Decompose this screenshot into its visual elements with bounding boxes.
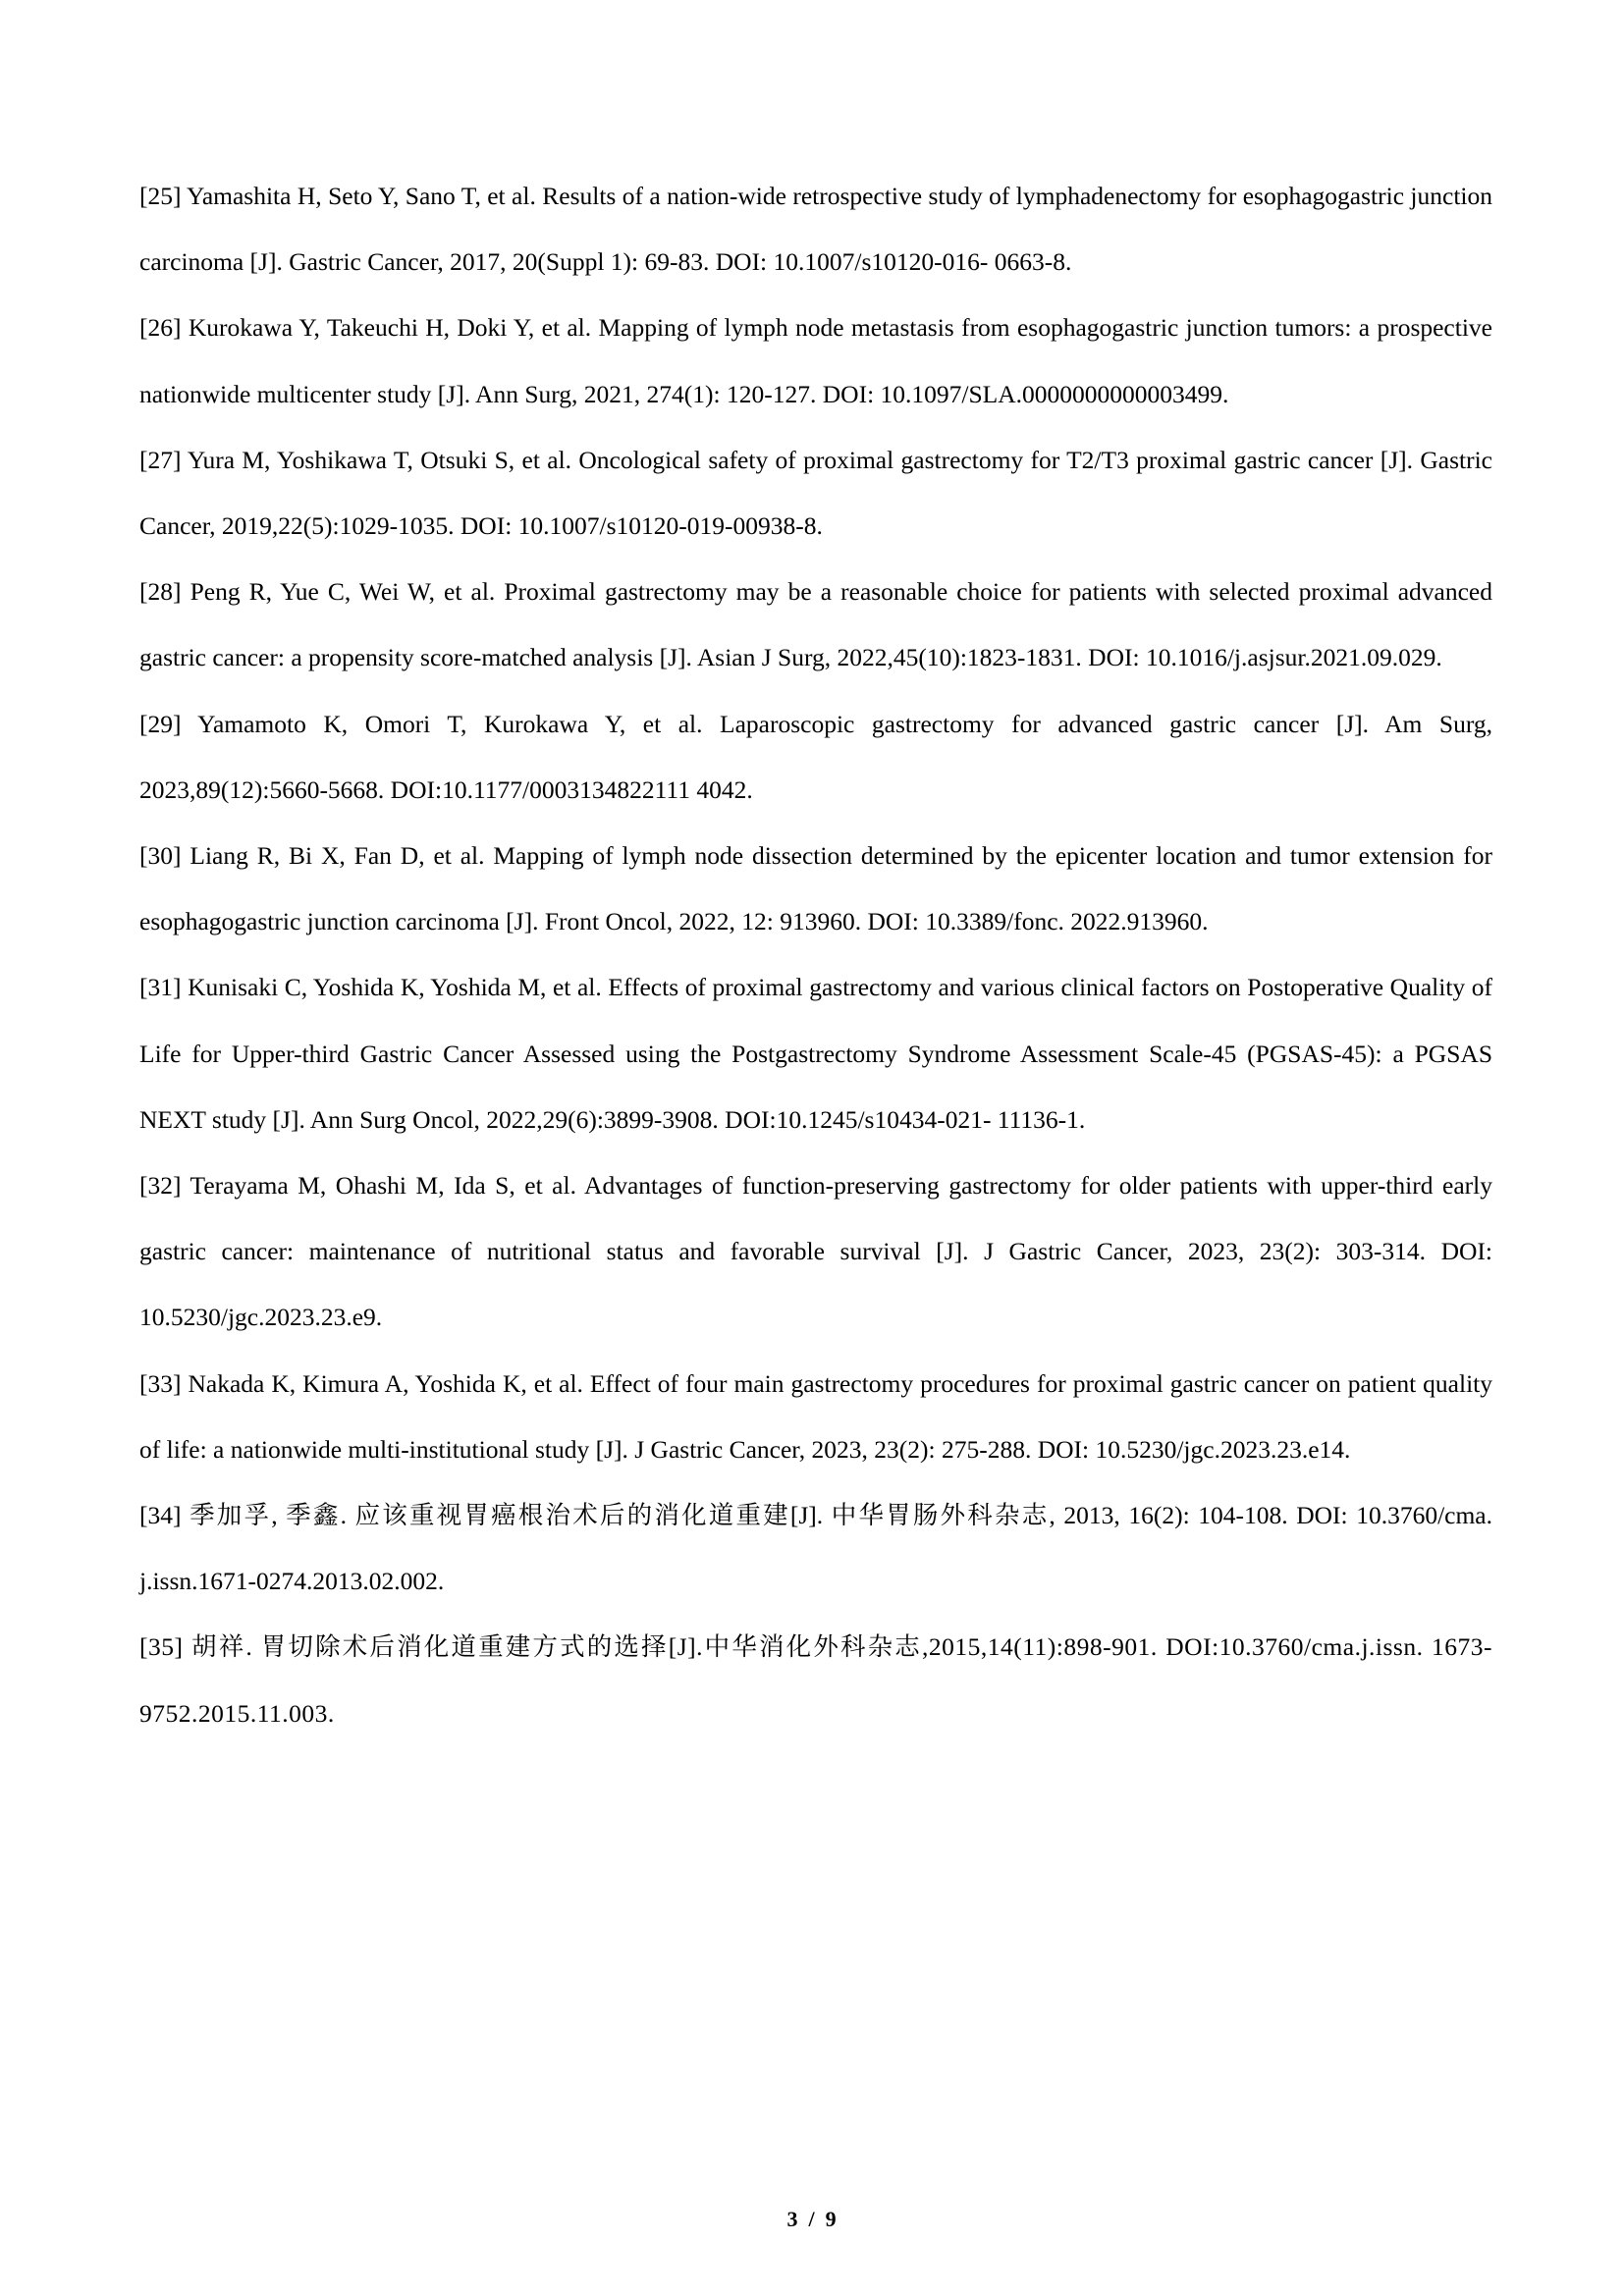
reference-text: Yamamoto K, Omori T, Kurokawa Y, et al. Laparoscopic gastrectomy for advanced gastric cancer [J]. Am Surg, 2023,89(12):5660-5668. DOI:10.1177/0003134822111 4042. bbox=[139, 709, 1492, 804]
reference-text: Yura M, Yoshikawa T, Otsuki S, et al. Oncological safety of proximal gastrectomy for T2/T3 proximal gastric cancer [J]. Gastric Cancer, 2019,22(5):1029-1035. DOI: 10.1007/s10120-019-00938-8. bbox=[139, 445, 1493, 541]
reference-item bbox=[139, 823, 1492, 954]
reference-text: Nakada K, Kimura A, Yoshida K, et al. Effect of four main gastrectomy procedures for proximal gastric cancer on patient quality of life: a nationwide multi-institutional study [J]. J Gastric Cancer, 2023, 23(2): 275-288. DOI: 10.5230/jgc.2023.23.e14. bbox=[139, 1368, 1493, 1464]
reference-number: [26] bbox=[139, 313, 182, 343]
reference-text: Kurokawa Y, Takeuchi H, Doki Y, et al. Mapping of lymph node metastasis from esophagogastric junction tumors: a prospective nationwide multicenter study [J]. Ann Surg, 2021, 274(1): 120-127. DOI: 10.1097/SLA.0000000000003499. bbox=[139, 313, 1492, 408]
reference-text: Liang R, Bi X, Fan D, et al. Mapping of lymph node dissection determined by the epicenter location and tumor extension for esophagogastric junction carcinoma [J]. Front Oncol, 2022, 12: 913960. DOI: 10.3389/fonc. 2022.913960. bbox=[139, 841, 1492, 936]
reference-number: [27] bbox=[139, 445, 182, 474]
reference-item bbox=[139, 1152, 1492, 1351]
reference-list bbox=[139, 163, 1492, 1746]
reference-number: [34] bbox=[139, 1501, 182, 1530]
page-separator: / bbox=[808, 2207, 816, 2231]
reference-number: [29] bbox=[139, 709, 182, 738]
reference-text: 胡祥. 胃切除术后消化道重建方式的选择[J].中华消化外科杂志,2015,14(11):898-901. DOI:10.3760/cma.j.issn. 1673-9752.2015.11.003. bbox=[139, 1632, 1493, 1728]
reference-item bbox=[139, 427, 1492, 559]
reference-item bbox=[139, 954, 1492, 1152]
reference-number: [28] bbox=[139, 577, 182, 607]
reference-number: [30] bbox=[139, 841, 182, 871]
reference-text: 季加孚, 季鑫. 应该重视胃癌根治术后的消化道重建[J]. 中华胃肠外科杂志, 2013, 16(2): 104-108. DOI: 10.3760/cma. j.issn.1671-0274.2013.02.002. bbox=[139, 1501, 1493, 1596]
reference-text: Terayama M, Ohashi M, Ida S, et al. Advantages of function-preserving gastrectomy for older patients with upper-third early gastric cancer: maintenance of nutritional status and favorable survival [J]. J Gastric Cancer, 2023, 23(2): 303-314. DOI: 10.5230/jgc.2023.23.e9. bbox=[139, 1171, 1492, 1332]
reference-number: [33] bbox=[139, 1368, 182, 1398]
reference-text: Kunisaki C, Yoshida K, Yoshida M, et al. Effects of proximal gastrectomy and various clinical factors on Postoperative Quality of Life for Upper-third Gastric Cancer Assessed using the Postgastrectomy Syndrome Assessment Scale-45 (PGSAS-45): a PGSAS NEXT study [J]. Ann Surg Oncol, 2022,29(6):3899-3908. DOI:10.1245/s10434-021- 11136-1. bbox=[139, 973, 1493, 1134]
reference-item bbox=[139, 294, 1492, 426]
reference-item bbox=[139, 559, 1492, 690]
reference-number: [31] bbox=[139, 973, 182, 1002]
reference-item bbox=[139, 691, 1492, 823]
reference-number: [32] bbox=[139, 1171, 182, 1201]
reference-number: [25] bbox=[139, 182, 182, 210]
page-current: 3 bbox=[786, 2207, 799, 2231]
reference-item bbox=[139, 163, 1492, 294]
reference-text: Peng R, Yue C, Wei W, et al. Proximal gastrectomy may be a reasonable choice for patients with selected proximal advanced gastric cancer: a propensity score-matched analysis [J]. Asian J Surg, 2022,45(10):1823-1831. DOI: 10.1016/j.asjsur.2021.09.029. bbox=[139, 577, 1493, 672]
reference-text: Yamashita H, Seto Y, Sano T, et al. Results of a nation-wide retrospective study of lymphadenectomy for esophagogastric junction carcinoma [J]. Gastric Cancer, 2017, 20(Suppl 1): 69-83. DOI: 10.1007/s10120-016- 0663-8. bbox=[139, 182, 1492, 277]
page-total: 9 bbox=[825, 2207, 838, 2231]
reference-item bbox=[139, 1482, 1492, 1614]
reference-number: [35] bbox=[139, 1632, 184, 1662]
page-number bbox=[0, 2207, 1624, 2232]
reference-item bbox=[139, 1351, 1492, 1482]
reference-item bbox=[139, 1614, 1492, 1745]
